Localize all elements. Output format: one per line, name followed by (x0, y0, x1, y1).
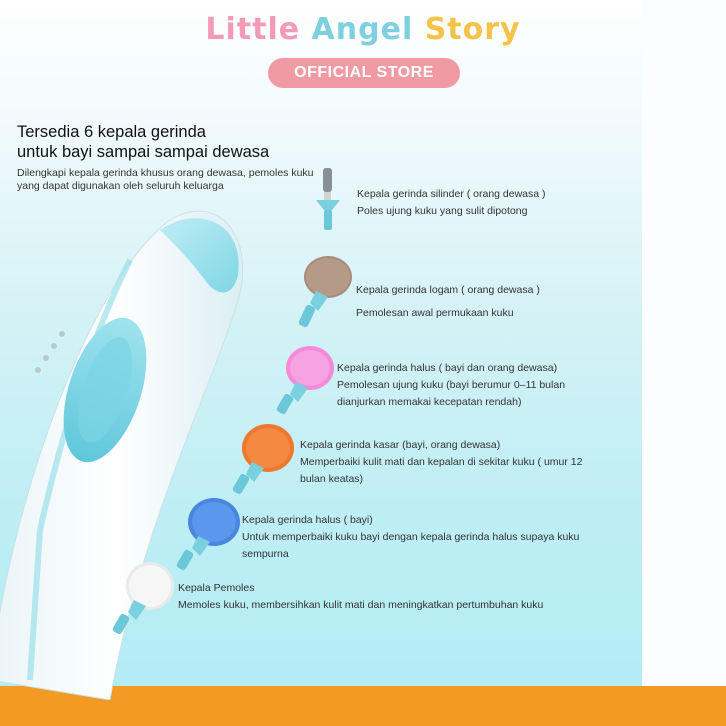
head-description-3 (337, 360, 607, 411)
head-desc: Pemolesan awal permukaan kuku (356, 307, 514, 319)
head-description-6 (178, 580, 598, 614)
head-title: Kepala gerinda halus ( bayi) (242, 514, 373, 526)
head-desc: Memperbaiki kulit mati dan kepalan di sekitar kuku ( umur 12 bulan keatas) (300, 456, 583, 485)
head-description-4 (300, 437, 590, 488)
head-description-5 (242, 512, 582, 563)
brand-word-2: Angel (311, 12, 414, 47)
head-title: Kepala Pemoles (178, 582, 255, 594)
polisher-head-icon (110, 558, 180, 638)
head-desc: Untuk memperbaiki kuku bayi dengan kepala gerinda halus supaya kuku sempurna (242, 531, 580, 560)
headline-line-1: Tersedia 6 kepala gerinda (17, 123, 206, 141)
right-margin (642, 0, 726, 686)
fine-grinder-head-pink-icon (270, 342, 340, 417)
headline (17, 122, 269, 162)
coarse-grinder-head-icon (226, 420, 298, 498)
head-description-2 (356, 282, 596, 322)
head-description-1 (357, 186, 597, 220)
head-desc: Memoles kuku, membersihkan kulit mati dan meningkatkan pertumbuhan kuku (178, 599, 544, 611)
cylinder-grinder-head-icon (308, 164, 348, 234)
headline-line-2: untuk bayi sampai sampai dewasa (17, 143, 270, 161)
head-title: Kepala gerinda kasar (bayi, orang dewasa) (300, 439, 501, 451)
head-title: Kepala gerinda logam ( orang dewasa ) (356, 284, 540, 296)
head-desc: Pemolesan ujung kuku (bayi berumur 0–11 bulan dianjurkan memakai kecepatan rendah) (337, 379, 566, 408)
head-title: Kepala gerinda silinder ( orang dewasa ) (357, 188, 546, 200)
brand-word-1: Little (205, 12, 301, 47)
brand-logo (0, 12, 726, 47)
official-store-badge: OFFICIAL STORE (268, 58, 460, 88)
headline-subtext: Dilengkapi kepala gerinda khusus orang dewasa, pemoles kuku yang dapat digunakan oleh seluruh keluarga (17, 167, 314, 192)
head-title: Kepala gerinda halus ( bayi dan orang dewasa) (337, 362, 558, 374)
fine-grinder-head-blue-icon (172, 494, 244, 574)
metal-grinder-head-icon (288, 255, 358, 330)
brand-word-3: Story (424, 12, 521, 47)
head-desc: Poles ujung kuku yang sulit dipotong (357, 205, 528, 217)
